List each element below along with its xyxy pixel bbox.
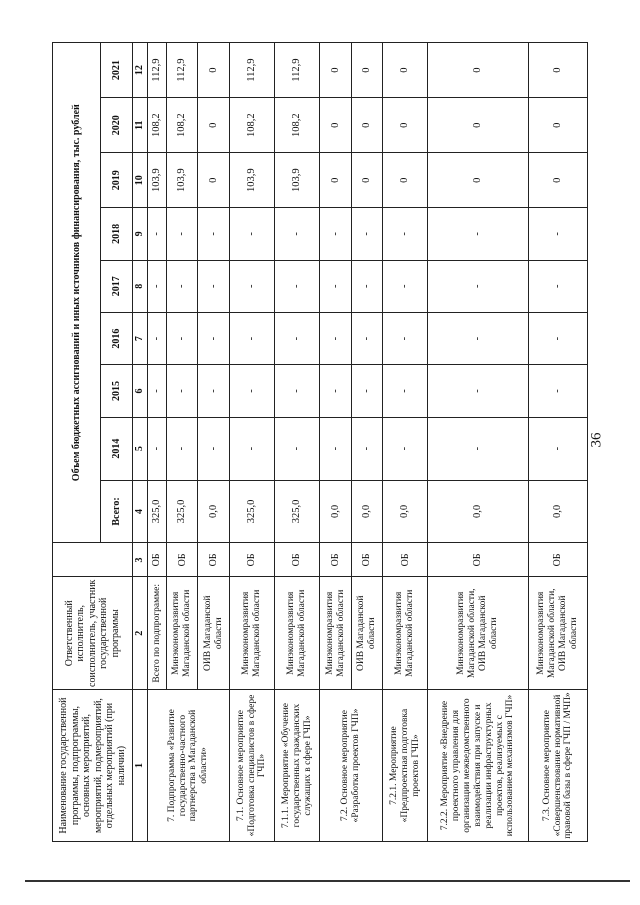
row-source: ОБ [148, 543, 167, 577]
index-cell: 12 [133, 43, 148, 98]
row-value: 0 [383, 153, 428, 208]
table-row [148, 43, 167, 842]
row-value: - [320, 365, 351, 417]
row-responsible: Минэкономразвития Магаданской области [167, 577, 198, 690]
row-value: 0 [528, 98, 587, 153]
index-cell: 11 [133, 98, 148, 153]
header-year: 2015 [101, 365, 133, 417]
row-value: - [320, 208, 351, 260]
row-total: 325,0 [229, 480, 274, 543]
row-source: ОБ [383, 543, 428, 577]
row-value: - [167, 365, 198, 417]
row-total: 0,0 [428, 480, 528, 543]
row-value: - [351, 208, 382, 260]
row-value: - [351, 365, 382, 417]
table-row [275, 43, 320, 842]
row-value: 0 [351, 153, 382, 208]
row-value: 103,9 [275, 153, 320, 208]
index-cell: 7 [133, 312, 148, 364]
row-name: 7.2.1. Мероприятие «Предпроектная подготовка проектов ГЧП» [383, 690, 428, 842]
row-value: - [198, 312, 229, 364]
row-value: - [275, 260, 320, 312]
row-value: - [528, 208, 587, 260]
index-cell: 4 [133, 480, 148, 543]
row-source: ОБ [229, 543, 274, 577]
row-value: - [320, 312, 351, 364]
header-source [53, 543, 133, 577]
row-value: 108,2 [229, 98, 274, 153]
row-total: 325,0 [148, 480, 167, 543]
row-value: - [229, 260, 274, 312]
header-year: 2021 [101, 43, 133, 98]
header-row-top [53, 43, 101, 842]
row-value: 0 [198, 98, 229, 153]
row-value: - [275, 365, 320, 417]
row-responsible: Всего по подпрограмме: [148, 577, 167, 690]
row-value: 112,9 [275, 43, 320, 98]
row-value: - [167, 312, 198, 364]
row-value: - [275, 208, 320, 260]
table-row [428, 43, 528, 842]
row-value: - [229, 365, 274, 417]
row-source: ОБ [351, 543, 382, 577]
row-value: - [428, 312, 528, 364]
row-total: 0,0 [320, 480, 351, 543]
row-value: 108,2 [148, 98, 167, 153]
row-value: - [383, 260, 428, 312]
row-value: 112,9 [148, 43, 167, 98]
row-value: - [167, 208, 198, 260]
row-total: 325,0 [275, 480, 320, 543]
row-value: - [528, 312, 587, 364]
table-row [528, 43, 587, 842]
row-value: 0 [383, 43, 428, 98]
row-value: - [428, 208, 528, 260]
row-value: - [275, 312, 320, 364]
row-value: - [351, 312, 382, 364]
row-responsible: ОИВ Магаданской области [351, 577, 382, 690]
row-source: ОБ [275, 543, 320, 577]
row-value: - [229, 208, 274, 260]
index-cell: 5 [133, 417, 148, 480]
row-responsible: Минэкономразвития Магаданской области, ОИВ Магаданской области [428, 577, 528, 690]
row-value: - [383, 417, 428, 480]
row-value: - [198, 208, 229, 260]
row-name: 7.2. Основное мероприятие «Разработка проектов ГЧП» [320, 690, 383, 842]
row-value: - [148, 260, 167, 312]
row-value: - [148, 312, 167, 364]
header-year: 2017 [101, 260, 133, 312]
row-total: 0,0 [383, 480, 428, 543]
row-value: - [275, 417, 320, 480]
header-year: 2018 [101, 208, 133, 260]
header-year: 2014 [101, 417, 133, 480]
row-value: 103,9 [167, 153, 198, 208]
row-name: 7.3. Основное мероприятие «Совершенствование нормативной правовой базы в сфере ГЧП / МЧП» [528, 690, 587, 842]
row-responsible: Минэкономразвития Магаданской области, ОИВ Магаданской области [528, 577, 587, 690]
row-value: - [198, 365, 229, 417]
row-value: 112,9 [167, 43, 198, 98]
row-total: 0,0 [528, 480, 587, 543]
row-value: - [428, 417, 528, 480]
row-value: - [383, 312, 428, 364]
row-value: 0 [528, 43, 587, 98]
row-value: 0 [383, 98, 428, 153]
row-source: ОБ [428, 543, 528, 577]
header-total: Всего: [101, 480, 133, 543]
row-total: 0,0 [351, 480, 382, 543]
row-value: - [229, 312, 274, 364]
row-source: ОБ [198, 543, 229, 577]
row-source: ОБ [528, 543, 587, 577]
row-value: - [351, 260, 382, 312]
row-value: 0 [428, 98, 528, 153]
row-value: - [148, 417, 167, 480]
row-value: - [320, 417, 351, 480]
row-value: 103,9 [229, 153, 274, 208]
row-value: - [428, 260, 528, 312]
header-year: 2020 [101, 98, 133, 153]
index-cell: 2 [133, 577, 148, 690]
index-cell: 10 [133, 153, 148, 208]
row-total: 0,0 [198, 480, 229, 543]
row-value: - [167, 260, 198, 312]
row-value: - [428, 365, 528, 417]
row-value: 0 [198, 43, 229, 98]
row-value: - [229, 417, 274, 480]
row-value: - [351, 417, 382, 480]
row-responsible: Минэкономразвития Магаданской области [320, 577, 351, 690]
index-cell: 3 [133, 543, 148, 577]
row-value: 0 [320, 153, 351, 208]
row-value: 0 [528, 153, 587, 208]
row-value: 0 [198, 153, 229, 208]
index-row [133, 43, 148, 842]
page-bottom-rule [25, 880, 630, 882]
row-value: 0 [351, 43, 382, 98]
row-responsible: Минэкономразвития Магаданской области [229, 577, 274, 690]
row-value: 108,2 [275, 98, 320, 153]
row-name: 7.2.2. Мероприятие «Внедрение проектного управления для организации межведомственного взаимодействия при запуске и реализации инфраструктурных проектов, реализуемых с использованием механизмов ГЧП» [428, 690, 528, 842]
row-value: - [148, 208, 167, 260]
row-name: 7.1. Основное мероприятие «Подготовка специалистов в сфере ГЧП» [229, 690, 274, 842]
header-name: Наименование государственной программы, подпрограммы, основных мероприятий, мероприятий, подмероприятий, отдельных мероприятий (при наличии) [53, 690, 133, 842]
header-year: 2019 [101, 153, 133, 208]
row-total: 325,0 [167, 480, 198, 543]
index-cell: 8 [133, 260, 148, 312]
row-value: 103,9 [148, 153, 167, 208]
row-value: 0 [320, 98, 351, 153]
table-row [229, 43, 274, 842]
row-value: - [198, 260, 229, 312]
row-value: - [320, 260, 351, 312]
index-cell: 1 [133, 690, 148, 842]
row-value: - [528, 417, 587, 480]
row-source: ОБ [167, 543, 198, 577]
row-value: 0 [428, 43, 528, 98]
header-volume: Объем бюджетных ассигнований и иных источников финансирования, тыс. рублей [53, 43, 101, 543]
index-cell: 6 [133, 365, 148, 417]
row-value: - [383, 365, 428, 417]
page-number: 36 [588, 432, 605, 448]
row-value: 112,9 [229, 43, 274, 98]
row-value: 0 [428, 153, 528, 208]
row-source: ОБ [320, 543, 351, 577]
row-name: 7. Подпрограмма «Развитие государственно-частного партнерства в Магаданской области» [148, 690, 230, 842]
row-value: - [148, 365, 167, 417]
row-value: - [528, 365, 587, 417]
header-year: 2016 [101, 312, 133, 364]
row-value: - [198, 417, 229, 480]
row-responsible: Минэкономразвития Магаданской области [275, 577, 320, 690]
header-responsible: Ответственный исполнитель, соисполнитель, участник государственной программы [53, 577, 133, 690]
index-cell: 9 [133, 208, 148, 260]
row-value: - [167, 417, 198, 480]
row-responsible: Минэкономразвития Магаданской области [383, 577, 428, 690]
rotated-table-container [52, 42, 588, 842]
table-row [320, 43, 351, 842]
row-value: - [383, 208, 428, 260]
row-value: 108,2 [167, 98, 198, 153]
row-value: 0 [320, 43, 351, 98]
row-value: - [528, 260, 587, 312]
row-responsible: ОИВ Магаданской области [198, 577, 229, 690]
row-name: 7.1.1. Мероприятие «Обучение государственных гражданских служащих в сфере ГЧП» [275, 690, 320, 842]
row-value: 0 [351, 98, 382, 153]
financing-table [52, 42, 588, 842]
table-row [383, 43, 428, 842]
